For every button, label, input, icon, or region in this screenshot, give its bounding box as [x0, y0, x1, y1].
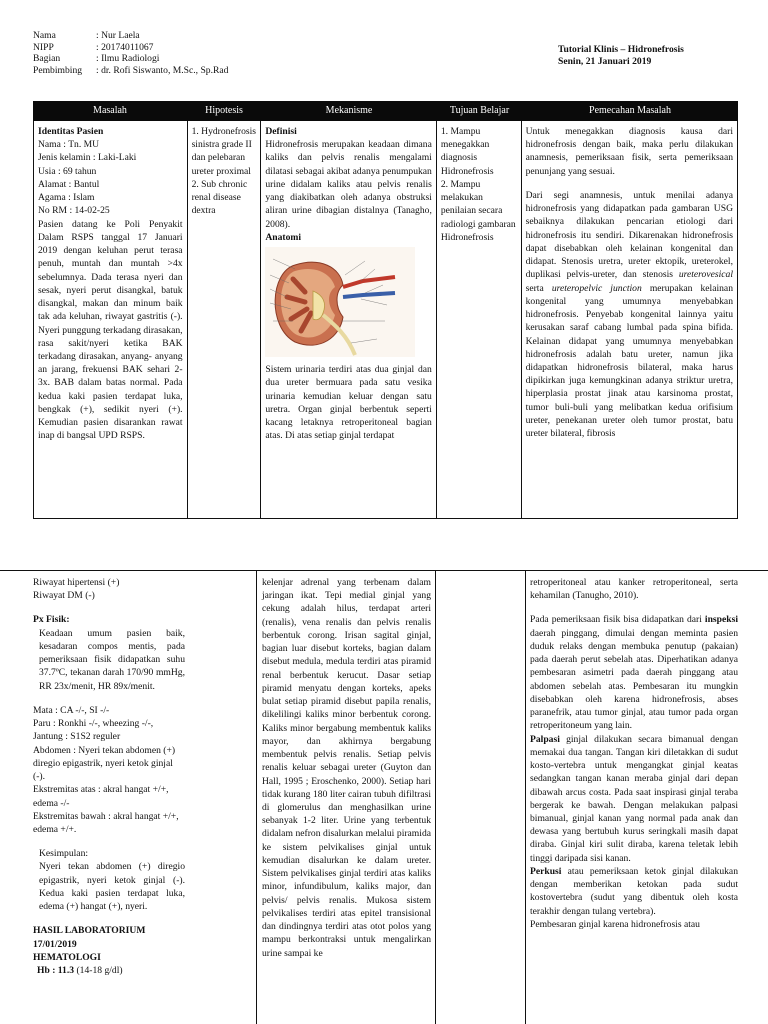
identitas-line: Alamat : Bantul: [38, 178, 100, 190]
identity-value: : 20174011067: [96, 41, 154, 53]
hb-value: Hb : 11.3: [37, 965, 75, 977]
column-header-tujuan: Tujuan Belajar: [449, 105, 510, 117]
px-fisik-title: Px Fisik:: [33, 614, 70, 626]
pemecahan-paragraph: [530, 613, 738, 732]
hb-range: (14-18 g/dl): [76, 965, 123, 977]
identity-row: [33, 42, 228, 54]
hipotesis-item: 1. Hydronefrosis sinistra grade II dan pelebaran ureter proximal: [191, 126, 257, 177]
text-run: atau pemeriksaan ketok ginjal dilakukan dengan memberikan ketokan pada sudut kostovertebra (sudut yang dibentuk oleh kosta terakhir dengan tulang vertebra).: [530, 865, 738, 917]
keluhan-text: Pasien datang ke Poli Penyakit Dalam RSPS tanggal 17 Januari 2019 dengan keluhan perut terasa penuh, muntah dan muntah >4x sebelumnya. Dada terasa nyeri dan sesak, nyeri perut disangkal, batuk disangkal, makan dan minum baik tak ada keluhan, riwayat gastritis (-). Nyeri punggung terkadang dirasakan, rasa sakit/nyeri ketika BAK terkadang dirasakan, anyang- anyang an jarang, frekuensi BAK sehari 2-3x. BAB dalam batas normal. Pada kedua kaki pasien terdapat luka, bengkak (+), sedikit nyeri (+). Kemudian pasien disarankan rawat inap di bangsal UPD RSPS.: [38, 218, 183, 442]
tujuan-cell: [437, 121, 522, 518]
identity-row: [33, 53, 228, 65]
fisik-line: Mata : CA -/-, SI -/-: [33, 704, 110, 716]
fisik-line: Abdomen : Nyeri tekan abdomen (+) diregio epigastrik, nyeri ketok ginjal (-).: [33, 744, 176, 783]
pemecahan-cell-cont: [525, 570, 738, 1024]
riwayat-line: Riwayat hipertensi (+): [33, 577, 120, 588]
table-body-page1: [33, 121, 738, 519]
pemecahan-paragraph: Untuk menegakkan diagnosis kausa dari hidronefrosis dengan baik, maka perlu dilakukan anamnesis, pemeriksaan fisik, serta pemeriksaan penunjang yang sesuai.: [525, 126, 733, 177]
text-run: ginjal dilakukan secara bimanual dengan memakai dua tangan. Tangan kiri diletakkan di sudut kosto-vertebra untuk mengangkat ginjal keatas sedangkan tangan kanan meraba ginjal dari depan dibawah arcus costa. Pada saat inspirasi ginjal teraba bergerak ke bawah. Dengan melakukan palpasi bimanual, ginjal kanan yang normal pada anak dan dewasa yang bertubuh kurus seringkali masih dapat diraba. Ginjal kiri sulit diraba, karena teletak lebih tinggi daripada sisi kanan.: [530, 733, 738, 864]
text-run: merupakan kelainan kongenital yang umumnya menyebabkan hidronefrosis. Penyebab kongenital lainnya yaitu kerusakan saraf cabang lumbal pada spina bifida. Kelainan didapat yang umumnya menyebabkan hidronefrosis adalah batu ureter, namun jika didapatkan hidronefrosis bilateral, maka harus dipikirkan juga kemungkinan adanya striktur uretra, hiperplasia prostat jinak atau karsinoma prostat, tumor buli-buli yang melibatkan kedua orifisium ureter, penekanan ureter oleh tumor prostat, batu ureter bilateral, fibrosis: [525, 282, 733, 440]
px-fisik-text: Keadaan umum pasien baik, kesadaran compos mentis, pada pemeriksaan fisik didapatkan suhu 37.7ºC, tekanan darah 170/90 mmHg, RR 23x/menit, HR 89x/menit.: [39, 627, 185, 692]
text-run: Pada pemeriksaan fisik bisa didapatkan dari: [530, 614, 705, 626]
identitas-line: Agama : Islam: [38, 192, 95, 204]
definisi-text: Hidronefrosis merupakan keadaan dimana kaliks dan pelvis renalis mengalami dilatasi sebagai akibat adanya penumpukan urine didalam kaliks atau pelvis renalis yang diakibatkan oleh adanya obstruksi aliran urine dibagian distalnya (Tanagho, 2008).: [265, 139, 432, 230]
table-body-page2: [0, 570, 768, 1024]
table-header-row: [33, 101, 738, 121]
hb-line: [33, 964, 185, 977]
tujuan-item: 2. Mampu melakukan penilaian secara radiologi gambaran Hidronefrosis: [440, 178, 516, 243]
column-header-pemecahan: Pemecahan Masalah: [589, 105, 671, 117]
kidney-anatomy-illustration: [265, 247, 415, 357]
identity-label: Bagian: [33, 53, 61, 64]
text-run: Dari segi anamnesis, untuk menilai adanya hidronefrosis yang didapatkan pada gambaran USG sebaiknya dilakukan pencarian etiologi dari hidronefrosis itu sendiri. Dikarenakan hidronefrosis dapat disebabkan oleh kelainan kongenital dan didapat. Stenosis uretra, ureter ektopik, ureterokel, duplikasi pelvis-ureter, dan stenosis: [525, 189, 733, 281]
identity-label: Nama: [33, 30, 56, 41]
identity-row: [33, 65, 228, 77]
hematologi-title: HEMATOLOGI: [33, 951, 101, 963]
fisik-line: Jantung : S1S2 reguler: [33, 731, 121, 743]
kesimpulan-title: Kesimpulan:: [39, 848, 89, 860]
mekanisme-text: kelenjar adrenal yang terbenam dalam jaringan ikat. Tepi medial ginjal yang cekung adalah hilus, terdapat arteri (renalis), vena renalis dan pelvis renalis berbentuk corong. Irisan sagital ginjal, bagian luar disebut korteks, bagian dalam disebut medula, medula terdiri atas piramid renal berbentuk kerucut. Dasar setiap piramid menyatu dengan korteks, apeks bulat setiap piramid disebut papila renalis, dikelilingi kaliks minor berbentuk corong. Kaliks minor bergabung membentuk kaliks mayor, dan akhirnya bergabung membentuk pelvis renalis. Setiap pelvis renalis keluar sebagai ureter (Guyton dan Hall, 1995 ; Eroschenko, 2000). Setiap hari tidak kurang 180 liter cairan tubuh difiltrasi di glomerulus dan menghasilkan urine sebanyak 1-2 liter. Urine yang terbentuk didalam nefron disalurkan melalui piramida ke sistem pelvikalises ginjal untuk kemudian disalurkan ke dalam ureter. Sistem pelvikalises ginjal terdiri atas kaliks minor, infundibulum, kaliks major, dan pelvis/ pelvis renalis. Mukosa sistem pelvikalises terdiri atas epitel transisional dan dindingnya terdiri atas otot polos yang mampu berkontraksi untuk mengalirkan urine sampai ke: [262, 577, 431, 959]
masalah-cell-cont: [33, 570, 185, 977]
definisi-title: Definisi: [265, 126, 297, 137]
identity-row: [33, 30, 228, 42]
document-title-block: [558, 44, 684, 68]
hipotesis-item: 2. Sub chronic renal disease dextra: [191, 178, 248, 217]
column-header-mekanisme: Mekanisme: [325, 105, 373, 117]
document-header: [33, 30, 738, 85]
mekanisme-cell: [261, 121, 437, 518]
bold-term: inspeksi: [704, 614, 738, 626]
pemecahan-paragraph: [530, 733, 738, 865]
identity-value: : Ilmu Radiologi: [96, 53, 160, 64]
pemecahan-paragraph: [526, 189, 733, 440]
lab-date: 17/01/2019: [33, 938, 77, 950]
column-header-masalah: Masalah: [93, 105, 127, 117]
pemecahan-paragraph: retroperitoneal atau kanker retroperitoneal, serta kehamilan (Tanugho, 2010).: [530, 577, 738, 602]
identitas-line: No RM : 14-02-25: [38, 205, 110, 217]
column-header-hipotesis: Hipotesis: [205, 105, 243, 117]
fisik-line: Paru : Ronkhi -/-, wheezing -/-,: [33, 718, 154, 730]
pemecahan-paragraph: [530, 865, 738, 918]
masalah-cell: [34, 121, 188, 518]
tujuan-item: 1. Mampu menegakkan diagnosis Hidronefrosis: [440, 126, 494, 177]
identity-label: Pembimbing: [33, 64, 83, 76]
hipotesis-cell: [188, 121, 262, 518]
lab-title: HASIL LABORATORIUM: [33, 925, 146, 937]
text-run: daerah pinggang, dimulai dengan meminta pasien duduk relaks dengan membuka penutup (pakaian) pada daerah perut sebelah atas. Diperhatikan adanya pembesaran asimetri pada daerah pinggang atau abdomen sebelah atas. Pembesaran itu mungkin disebabkan oleh karena hidronefrosis, abses paranefrik, atau tumor ginjal, atau tumor pada organ retroperitoneum yang lain.: [530, 627, 738, 732]
identity-value: : Nur Laela: [96, 30, 140, 41]
mekanisme-cell-cont: [256, 570, 436, 1024]
identity-label: NIPP: [33, 41, 54, 53]
pemecahan-cell: [522, 121, 737, 518]
italic-term: ureteropelvic junction: [551, 282, 642, 294]
identitas-title: Identitas Pasien: [38, 126, 104, 137]
identity-value: : dr. Rofi Siswanto, M.Sc., Sp.Rad: [96, 64, 229, 76]
document-date: Senin, 21 Januari 2019: [558, 55, 652, 67]
bold-term: Palpasi: [530, 733, 560, 745]
kidney-illustration-svg: [265, 247, 415, 357]
kesimpulan-text: Nyeri tekan abdomen (+) diregio epigastrik, nyeri ketok ginjal (-). Kedua kaki pasien terdapat luka, edema (+) hangat (+), nyeri.: [39, 861, 185, 913]
tutorial-table: [33, 101, 738, 121]
bold-term: Perkusi: [530, 865, 562, 877]
identitas-line: Usia : 69 tahun: [38, 165, 97, 177]
anatomi-text: Sistem urinaria terdiri atas dua ginjal dan dua ureter bermuara pada satu vesika urinaria kemudian keluar dengan satu uretra. Organ ginjal berbentuk seperti kacang letaknya retroperitoneal bagian atas. Di atas setiap ginjal terdapat: [265, 364, 432, 442]
italic-term: ureterovesical: [678, 269, 733, 281]
identitas-line: Jenis kelamin : Laki-Laki: [38, 152, 137, 164]
pemecahan-paragraph: Pembesaran ginjal karena hidronefrosis atau: [530, 918, 700, 930]
document-title: Tutorial Klinis – Hidronefrosis: [558, 44, 684, 55]
identitas-line: Nama : Tn. MU: [38, 139, 100, 151]
fisik-line: Ekstremitas atas : akral hangat +/+, edema -/-: [33, 784, 169, 809]
identity-block: [33, 30, 228, 76]
text-run: serta: [525, 282, 552, 294]
fisik-line: Ekstremitas bawah : akral hangat +/+, edema +/+.: [33, 810, 179, 835]
riwayat-line: Riwayat DM (-): [33, 590, 95, 602]
anatomi-title: Anatomi: [265, 231, 302, 243]
